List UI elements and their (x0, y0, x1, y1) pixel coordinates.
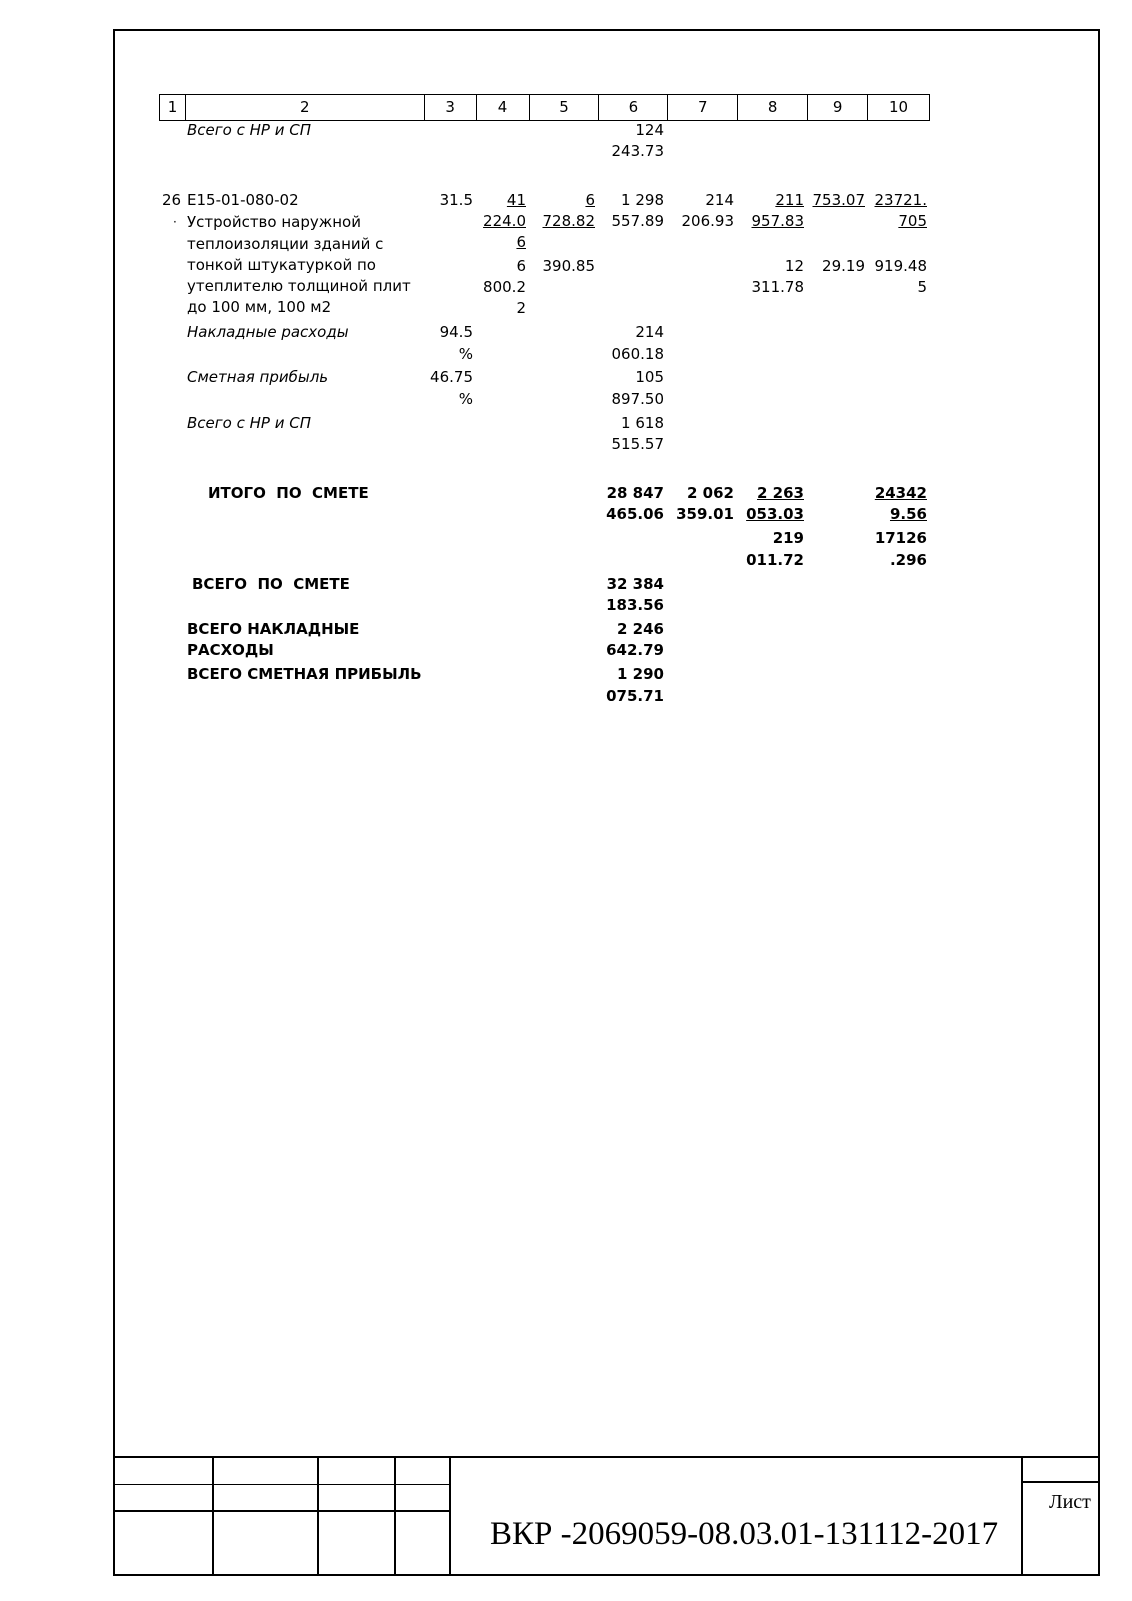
row26-desc-2: теплоизоляции зданий с (187, 235, 384, 253)
row26-c4-1: 41 (506, 191, 526, 209)
row26-c4-2: 224.0 (483, 212, 526, 230)
itogo-c10-4: .296 (889, 551, 927, 569)
row26-desc-4: утеплителю толщиной плит (187, 277, 411, 295)
row26-c4-4: 6 (516, 257, 526, 275)
row26-desc-3: тонкой штукатуркой по (187, 256, 376, 274)
itogo-c7-2: 359.01 (676, 505, 734, 523)
sheet-label: Лист (1049, 1491, 1091, 1513)
header-col-8: 8 (738, 95, 808, 120)
header-col-6: 6 (599, 95, 668, 120)
itogo-c8-2: 053.03 (746, 505, 804, 523)
header-col-4: 4 (477, 95, 530, 120)
vsego-sp-c6-1: 1 290 (617, 665, 664, 683)
itogo-c10-1: 24342 (874, 484, 927, 502)
vsego-sp-label: ВСЕГО СМЕТНАЯ ПРИБЫЛЬ (187, 665, 422, 683)
profit-c6-1: 105 (635, 368, 664, 386)
prev-total-c6-1: 124 (635, 121, 664, 139)
row26-c4-6: 2 (516, 299, 526, 317)
overhead-rate: 94.5 (439, 323, 473, 341)
header-col-7: 7 (668, 95, 738, 120)
prev-total-c6-2: 243.73 (611, 142, 664, 160)
table-header (159, 94, 930, 121)
overhead-c6-2: 060.18 (611, 345, 664, 363)
header-col-9: 9 (808, 95, 868, 120)
header-col-2: 2 (186, 95, 425, 120)
row26-c6-1: 1 298 (621, 191, 664, 209)
total26-c6-2: 515.57 (611, 435, 664, 453)
prev-total-label: Всего с НР и СП (187, 121, 311, 139)
row26-c8-3: 12 (784, 257, 804, 275)
row26-c5-2: 728.82 (542, 212, 595, 230)
row26-desc-5: до 100 мм, 100 м2 (187, 298, 332, 316)
vsego-nr-label-1: ВСЕГО НАКЛАДНЫЕ (187, 620, 360, 638)
itogo-c6-1: 28 847 (606, 484, 664, 502)
row26-c9-1: 753.07 (812, 191, 865, 209)
vsego-nr-c6-2: 642.79 (606, 641, 664, 659)
row26-c5-1: 6 (585, 191, 595, 209)
row26-c8-2: 957.83 (751, 212, 804, 230)
itogo-c10-2: 9.56 (889, 505, 927, 523)
row26-c10-2: 705 (898, 212, 927, 230)
header-col-10: 10 (888, 98, 909, 116)
row26-desc-1: Устройство наружной (187, 213, 361, 231)
vsego-nr-c6-1: 2 246 (617, 620, 664, 638)
profit-c6-2: 897.50 (611, 390, 664, 408)
row26-c6-2: 557.89 (611, 212, 664, 230)
profit-label: Сметная прибыль (187, 368, 329, 386)
itogo-c10-3: 17126 (874, 529, 927, 547)
total26-c6-1: 1 618 (621, 414, 664, 432)
profit-rate: 46.75 (430, 368, 473, 386)
header-col-1: 1 (160, 95, 186, 120)
itogo-c8-1: 2 263 (757, 484, 804, 502)
row26-code: Е15-01-080-02 (187, 191, 299, 209)
row26-c8-4: 311.78 (751, 278, 804, 296)
row26-c10-4: 5 (917, 278, 927, 296)
row26-c9-2: 29.19 (822, 257, 865, 275)
itogo-c6-2: 465.06 (606, 505, 664, 523)
row26-c3: 31.5 (439, 191, 473, 209)
row26-c10-1: 23721. (874, 191, 927, 209)
header-col-3: 3 (425, 95, 477, 120)
row26-c7-2: 206.93 (681, 212, 734, 230)
header-col-5: 5 (530, 95, 600, 120)
row26-c4-3: 6 (516, 233, 526, 251)
vsego-label: ВСЕГО ПО СМЕТЕ (192, 575, 350, 593)
profit-percent: % (458, 390, 473, 408)
row26-bullet: · (173, 215, 177, 229)
row26-c8-1: 211 (775, 191, 804, 209)
overhead-label: Накладные расходы (187, 323, 349, 341)
overhead-c6-1: 214 (635, 323, 664, 341)
row26-c4-5: 800.2 (483, 278, 526, 296)
document-code: ВКР -2069059-08.03.01-131112-2017 (490, 1516, 999, 1552)
vsego-sp-c6-2: 075.71 (606, 687, 664, 705)
vsego-nr-label-2: РАСХОДЫ (187, 641, 274, 659)
row26-c10-3: 919.48 (874, 257, 927, 275)
row26-number: 26 (162, 191, 182, 209)
itogo-label: ИТОГО ПО СМЕТЕ (208, 484, 369, 502)
itogo-c8-3: 219 (772, 529, 804, 547)
vsego-c6-2: 183.56 (606, 596, 664, 614)
row26-c5-3: 390.85 (542, 257, 595, 275)
row26-c7-1: 214 (705, 191, 734, 209)
vsego-c6-1: 32 384 (606, 575, 664, 593)
total26-label: Всего с НР и СП (187, 414, 311, 432)
itogo-c8-4: 011.72 (746, 551, 804, 569)
itogo-c7-1: 2 062 (687, 484, 734, 502)
overhead-percent: % (458, 345, 473, 363)
